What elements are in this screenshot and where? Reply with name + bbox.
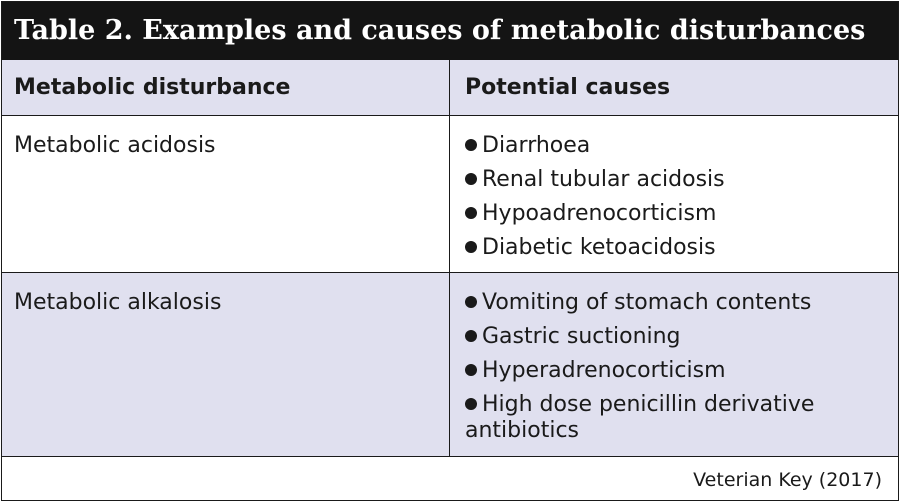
- header-cell-causes: [450, 60, 900, 115]
- cause-text: High dose penicillin derivative antibiotics: [465, 392, 815, 443]
- bullet-icon: [465, 364, 477, 376]
- bullet-icon: [465, 296, 477, 308]
- column-header-disturbance: Metabolic disturbance: [14, 75, 291, 100]
- disturbance-cell: [2, 273, 450, 456]
- list-item: [465, 201, 900, 227]
- bullet-icon: [465, 241, 477, 253]
- metabolic-table: [1, 1, 899, 501]
- list-item: [465, 392, 900, 444]
- column-header-causes: Potential causes: [465, 75, 671, 100]
- causes-list: [465, 273, 900, 444]
- bullet-icon: [465, 173, 477, 185]
- cause-text: Hypoadrenocorticism: [482, 201, 717, 226]
- cause-text: Hyperadrenocorticism: [482, 358, 726, 383]
- list-item: [465, 133, 900, 159]
- causes-cell: [450, 273, 900, 456]
- list-item: [465, 324, 900, 350]
- header-cell-disturbance: [2, 60, 450, 115]
- causes-list: [465, 116, 900, 261]
- table-row: [2, 273, 898, 457]
- list-item: [465, 235, 900, 261]
- cause-text: Vomiting of stomach contents: [482, 290, 812, 315]
- source-citation: Veterian Key (2017): [693, 469, 882, 491]
- cause-text: Diarrhoea: [482, 133, 591, 158]
- cause-text: Gastric suctioning: [482, 324, 681, 349]
- table-title: Table 2. Examples and causes of metabolic disturbances: [2, 2, 898, 60]
- cause-text: Diabetic ketoacidosis: [482, 235, 716, 260]
- cause-text: Renal tubular acidosis: [482, 167, 725, 192]
- disturbance-cell: [2, 116, 450, 272]
- table-row: [2, 116, 898, 273]
- list-item: [465, 167, 900, 193]
- bullet-icon: [465, 207, 477, 219]
- bullet-icon: [465, 139, 477, 151]
- causes-cell: [450, 116, 900, 272]
- bullet-icon: [465, 330, 477, 342]
- list-item: [465, 358, 900, 384]
- disturbance-label: Metabolic acidosis: [14, 133, 216, 158]
- disturbance-label: Metabolic alkalosis: [14, 290, 222, 315]
- bullet-icon: [465, 398, 477, 410]
- list-item: [465, 290, 900, 316]
- table-header-row: [2, 60, 898, 116]
